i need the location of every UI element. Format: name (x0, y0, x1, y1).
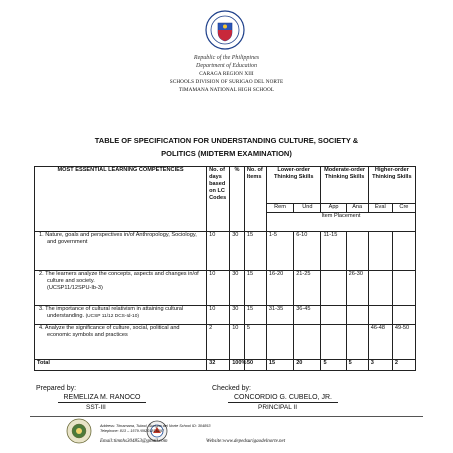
letterhead-republic: Republic of the Philippines (193, 55, 260, 61)
table-row (35, 325, 416, 360)
table-header-row (35, 167, 416, 204)
footer-telephone: Telephone: 813 – 1579 /09201816297 (100, 429, 165, 433)
header-days: No. of days based on LC Codes (207, 167, 230, 232)
rem-cell (266, 325, 293, 360)
total-ana: 5 (346, 360, 368, 371)
cre-cell: 49-50 (392, 325, 415, 360)
rem-cell: 16-20 (266, 271, 293, 306)
app-cell (321, 271, 346, 306)
total-cre: 2 (392, 360, 415, 371)
header-rem: Rem (266, 204, 293, 213)
header-competencies: MOST ESSENTIAL LEARNING COMPETENCIES (35, 167, 207, 232)
app-cell (321, 325, 346, 360)
rem-cell: 31-35 (266, 306, 293, 325)
checked-by-block (212, 384, 338, 412)
ana-cell (346, 232, 368, 271)
total-eval: 3 (368, 360, 392, 371)
ana-cell (346, 325, 368, 360)
header-moderate-order: Moderate-order Thinking Skills (321, 167, 368, 204)
table-row (35, 232, 416, 271)
items-cell: 15 (244, 232, 266, 271)
days-cell: 2 (207, 325, 230, 360)
competency-cell: 2. The learners analyze the concepts, aspects and changes in/of culture and society. (UCSP11/12SPU-Ib-3) (35, 271, 207, 306)
app-cell: 11-15 (321, 232, 346, 271)
deped-seal-icon (205, 10, 245, 50)
letterhead-school: TIMAMANA NATIONAL HIGH SCHOOL (178, 87, 275, 93)
header-higher-order: Higher-order Thinking Skills (368, 167, 415, 204)
total-rem: 15 (266, 360, 293, 371)
cre-cell (392, 232, 415, 271)
document-title: TABLE OF SPECIFICATION FOR UNDERSTANDING CULTURE, SOCIETY & (94, 136, 359, 145)
prepared-by-role: SST-III (86, 404, 106, 411)
prepared-by-name: REMELIZA M. RANOCO (58, 393, 146, 403)
app-cell (321, 306, 346, 325)
percent-cell: 30 (230, 232, 245, 271)
competency-cell: 3. The importance of cultural relativism in attaining cultural understanding. (UCSP 11/12 DCS-Id-10) (35, 306, 207, 325)
header-eval: Eval (368, 204, 392, 213)
letterhead-division: SCHOOLS DIVISION OF SURIGAO DEL NORTE (169, 79, 284, 85)
items-cell: 15 (244, 306, 266, 325)
footer-email: Email:timnhs304853@gmail.com (100, 439, 168, 444)
ana-cell (346, 306, 368, 325)
ana-cell: 26-30 (346, 271, 368, 306)
eval-cell (368, 271, 392, 306)
prepared-by-label: Prepared by: (36, 385, 77, 392)
total-items: 50 (244, 360, 266, 371)
header-und: Und (294, 204, 321, 213)
specification-table (34, 166, 416, 371)
prepared-by-block (36, 384, 146, 412)
cre-cell (392, 306, 415, 325)
items-cell: 15 (244, 271, 266, 306)
total-und: 20 (294, 360, 321, 371)
header-app: App (321, 204, 346, 213)
table-row (35, 271, 416, 306)
deped-logo-icon (66, 418, 92, 444)
footer-address: Address: Timamana, Tubod, Surigao del Norte School ID: 304853 (100, 424, 211, 428)
eval-cell (368, 306, 392, 325)
letterhead (0, 54, 453, 94)
percent-cell: 30 (230, 306, 245, 325)
header-percent: % (230, 167, 245, 232)
table-total-row (35, 360, 416, 371)
und-cell: 6-10 (294, 232, 321, 271)
total-label: Total (35, 360, 207, 371)
footer-divider (30, 416, 423, 417)
und-cell: 21-25 (294, 271, 321, 306)
checked-by-label: Checked by: (212, 385, 251, 392)
checked-by-name: CONCORDIO G. CUBELO, JR. (228, 393, 338, 403)
letterhead-region: CARAGA REGION XIII (199, 71, 254, 77)
cre-cell (392, 271, 415, 306)
header-lower-order: Lower-order Thinking Skills (266, 167, 321, 204)
total-percent: 100% (230, 360, 245, 371)
und-cell: 36-45 (294, 306, 321, 325)
competency-cell: 1. Nature, goals and perspectives in/of Anthropology, Sociology, and government (35, 232, 207, 271)
percent-cell: 30 (230, 271, 245, 306)
days-cell: 10 (207, 271, 230, 306)
checked-by-role: PRINCIPAL II (258, 404, 298, 411)
header-cre: Cre (392, 204, 415, 213)
days-cell: 10 (207, 306, 230, 325)
rem-cell: 1-5 (266, 232, 293, 271)
header-items: No. of Items (244, 167, 266, 232)
table-row (35, 306, 416, 325)
und-cell (294, 325, 321, 360)
letterhead-department: Department of Education (196, 63, 257, 69)
footer-website: Website:www.depedsurigaodelnorte.net (206, 439, 286, 444)
items-cell: 5 (244, 325, 266, 360)
eval-cell: 46-48 (368, 325, 392, 360)
footer-address-block (100, 424, 211, 434)
document-subtitle: POLITICS (MIDTERM EXAMINATION) (161, 149, 292, 158)
eval-cell (368, 232, 392, 271)
total-days: 32 (207, 360, 230, 371)
header-item-placement: Item Placement (266, 213, 415, 232)
header-ana: Ana (346, 204, 368, 213)
percent-cell: 10 (230, 325, 245, 360)
days-cell: 10 (207, 232, 230, 271)
competency-cell: 4. Analyze the significance of culture, social, political and economic symbols and practices (35, 325, 207, 360)
total-app: 5 (321, 360, 346, 371)
